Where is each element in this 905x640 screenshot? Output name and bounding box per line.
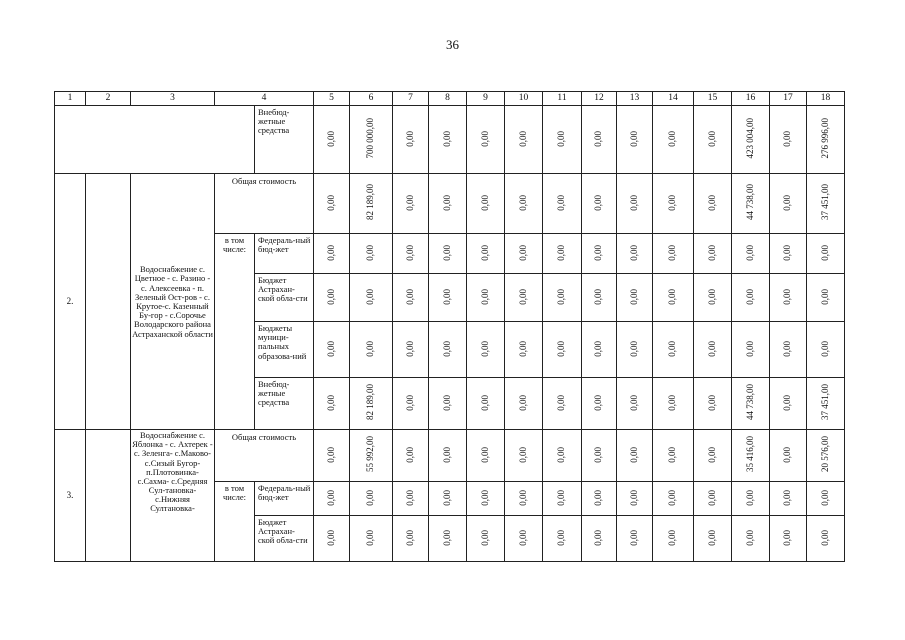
value-cell (429, 274, 467, 322)
value-text: 0,00 (479, 340, 490, 357)
value-text: 0,00 (667, 340, 678, 357)
value-cell (582, 322, 617, 378)
column-number-cell: 2 (86, 92, 131, 106)
value-text: 0,00 (517, 130, 528, 147)
column-number-cell: 10 (505, 92, 543, 106)
value-cell (467, 234, 505, 274)
value-cell (467, 482, 505, 516)
value-text: 0,00 (325, 194, 336, 211)
value-text: 82 189,00 (365, 184, 376, 221)
value-cell (617, 482, 653, 516)
value-cell (653, 516, 694, 562)
value-cell (505, 234, 543, 274)
value-cell (582, 430, 617, 482)
value-text: 0,00 (593, 489, 604, 506)
value-cell (505, 174, 543, 234)
value-cell (505, 378, 543, 430)
value-cell (467, 106, 505, 174)
value-cell (467, 516, 505, 562)
empty-cell (86, 174, 131, 430)
value-cell (314, 174, 350, 234)
column-number-cell: 9 (467, 92, 505, 106)
value-text: 0,00 (819, 244, 830, 261)
value-cell (582, 516, 617, 562)
value-cell (543, 274, 582, 322)
value-text: 0,00 (517, 489, 528, 506)
value-cell (543, 482, 582, 516)
value-text: 0,00 (667, 394, 678, 411)
column-number-cell: 18 (807, 92, 845, 106)
value-cell (543, 106, 582, 174)
value-cell (617, 378, 653, 430)
item-number: 3. (55, 430, 86, 562)
value-text: 55 992,00 (365, 436, 376, 473)
value-cell (429, 174, 467, 234)
value-text: 0,00 (667, 446, 678, 463)
value-text: 0,00 (819, 529, 830, 546)
value-text: 0,00 (593, 244, 604, 261)
value-cell (807, 482, 845, 516)
value-cell (582, 234, 617, 274)
value-cell (732, 274, 770, 322)
column-number-cell: 3 (131, 92, 215, 106)
value-text: 0,00 (782, 288, 793, 305)
value-cell (467, 430, 505, 482)
value-cell (770, 482, 807, 516)
value-text: 0,00 (593, 529, 604, 546)
value-text: 0,00 (556, 194, 567, 211)
empty-merged-cell (55, 106, 255, 174)
value-cell (350, 174, 393, 234)
table-row (55, 174, 882, 234)
value-cell (807, 234, 845, 274)
value-cell (807, 516, 845, 562)
value-cell (653, 106, 694, 174)
value-cell (807, 174, 845, 234)
value-text: 0,00 (479, 489, 490, 506)
value-cell (617, 174, 653, 234)
value-cell (505, 322, 543, 378)
value-text: 35 416,00 (744, 436, 755, 473)
item-description: Водоснабжение с. Цветное - с. Разино - с. Алексеевка - п. Зеленый Ост-ров - с. Крутое-с. Казенный Бу-гор - с.Сорочье Володарского района Астраханской области (131, 174, 215, 430)
column-number-cell: 5 (314, 92, 350, 106)
value-cell (314, 106, 350, 174)
page-number: 36 (446, 37, 459, 52)
value-cell (732, 482, 770, 516)
value-text: 0,00 (325, 288, 336, 305)
value-text: 0,00 (744, 244, 755, 261)
item-description: Водоснабжение с. Яблонка - с. Ахтерек - с. Зеленга- с.Маково- с.Сизый Бугор- п.Плотовинка- с.Сахма- с.Средняя Сул-тановка- с.Нижняя Султановка- (131, 430, 215, 562)
value-cell (505, 516, 543, 562)
value-text: 0,00 (517, 340, 528, 357)
value-text: 0,00 (744, 529, 755, 546)
value-cell (694, 482, 732, 516)
value-text: 0,00 (667, 244, 678, 261)
value-text: 0,00 (479, 130, 490, 147)
including-label: в том числе: (215, 482, 255, 562)
column-number-cell: 12 (582, 92, 617, 106)
empty-cell (86, 430, 131, 562)
value-cell (617, 430, 653, 482)
value-text: 0,00 (556, 394, 567, 411)
value-cell (694, 274, 732, 322)
value-text: 0,00 (593, 130, 604, 147)
value-cell (543, 378, 582, 430)
column-number-cell: 17 (770, 92, 807, 106)
value-text: 0,00 (556, 130, 567, 147)
value-text: 0,00 (628, 489, 639, 506)
value-cell (694, 430, 732, 482)
value-cell (543, 174, 582, 234)
value-cell (350, 430, 393, 482)
value-cell (543, 430, 582, 482)
value-text: 0,00 (441, 288, 452, 305)
value-text: 0,00 (479, 529, 490, 546)
value-cell (350, 516, 393, 562)
value-text: 0,00 (556, 446, 567, 463)
value-cell (653, 482, 694, 516)
value-text: 0,00 (365, 489, 376, 506)
value-text: 0,00 (517, 244, 528, 261)
value-cell (543, 322, 582, 378)
value-text: 0,00 (441, 244, 452, 261)
value-cell (732, 174, 770, 234)
table-row (55, 430, 882, 482)
value-text: 0,00 (404, 446, 415, 463)
source-label-offbudget: Внебюд-жетные средства (255, 378, 314, 430)
source-label-total: Общая стоимость (215, 430, 314, 482)
value-cell (314, 234, 350, 274)
value-cell (732, 106, 770, 174)
value-cell (314, 274, 350, 322)
value-text: 0,00 (325, 394, 336, 411)
value-cell (653, 322, 694, 378)
value-cell (467, 274, 505, 322)
value-text: 0,00 (517, 288, 528, 305)
value-text: 0,00 (556, 529, 567, 546)
value-cell (770, 106, 807, 174)
value-cell (770, 174, 807, 234)
value-text: 0,00 (782, 529, 793, 546)
value-text: 0,00 (667, 130, 678, 147)
value-cell (350, 482, 393, 516)
value-cell (350, 274, 393, 322)
source-label-federal: Федераль-ный бюд-жет (255, 482, 314, 516)
value-text: 0,00 (365, 244, 376, 261)
value-text: 0,00 (556, 340, 567, 357)
value-cell (582, 174, 617, 234)
value-cell (429, 322, 467, 378)
value-text: 0,00 (667, 489, 678, 506)
value-text: 0,00 (517, 529, 528, 546)
value-cell (429, 106, 467, 174)
value-text: 0,00 (744, 288, 755, 305)
including-label: в том числе: (215, 234, 255, 430)
column-number-cell: 16 (732, 92, 770, 106)
value-text: 0,00 (706, 288, 717, 305)
value-cell (653, 174, 694, 234)
value-cell (732, 378, 770, 430)
value-cell (807, 430, 845, 482)
value-text: 0,00 (517, 394, 528, 411)
value-text: 37 451,00 (819, 384, 830, 421)
value-text: 0,00 (325, 340, 336, 357)
value-cell (393, 378, 429, 430)
value-text: 0,00 (517, 194, 528, 211)
value-cell (617, 106, 653, 174)
value-text: 0,00 (782, 489, 793, 506)
value-cell (350, 234, 393, 274)
value-text: 0,00 (667, 288, 678, 305)
value-text: 0,00 (782, 446, 793, 463)
value-text: 0,00 (325, 529, 336, 546)
value-cell (393, 234, 429, 274)
value-text: 44 738,00 (744, 384, 755, 421)
value-text: 0,00 (706, 394, 717, 411)
value-text: 0,00 (593, 288, 604, 305)
value-text: 0,00 (819, 489, 830, 506)
value-text: 0,00 (404, 244, 415, 261)
value-text: 0,00 (325, 130, 336, 147)
value-text: 0,00 (628, 288, 639, 305)
value-text: 0,00 (628, 244, 639, 261)
value-cell (393, 516, 429, 562)
value-cell (582, 482, 617, 516)
value-cell (617, 516, 653, 562)
value-text: 0,00 (706, 194, 717, 211)
value-text: 0,00 (404, 194, 415, 211)
value-cell (653, 274, 694, 322)
value-cell (429, 234, 467, 274)
value-cell (770, 516, 807, 562)
value-cell (582, 378, 617, 430)
column-number-row (55, 92, 882, 106)
value-cell (582, 274, 617, 322)
value-text: 0,00 (441, 489, 452, 506)
value-cell (505, 430, 543, 482)
value-text: 0,00 (556, 288, 567, 305)
value-cell (314, 322, 350, 378)
value-cell (467, 174, 505, 234)
budget-table (54, 91, 882, 562)
source-label-regional: Бюджет Астрахан-ской обла-сти (255, 274, 314, 322)
value-text: 0,00 (593, 340, 604, 357)
value-cell (770, 430, 807, 482)
column-number-cell: 6 (350, 92, 393, 106)
value-cell (429, 378, 467, 430)
value-text: 0,00 (819, 340, 830, 357)
value-text: 0,00 (706, 529, 717, 546)
value-text: 44 738,00 (744, 184, 755, 221)
value-cell (617, 274, 653, 322)
value-text: 0,00 (593, 194, 604, 211)
value-text: 700 000,00 (365, 118, 376, 159)
value-cell (807, 274, 845, 322)
value-text: 0,00 (667, 529, 678, 546)
item-number: 2. (55, 174, 86, 430)
value-cell (770, 234, 807, 274)
value-text: 423 004,00 (744, 118, 755, 159)
value-text: 0,00 (404, 394, 415, 411)
value-text: 0,00 (325, 446, 336, 463)
value-text: 0,00 (706, 340, 717, 357)
value-text: 0,00 (479, 288, 490, 305)
value-cell (617, 322, 653, 378)
value-cell (770, 322, 807, 378)
value-text: 0,00 (628, 340, 639, 357)
value-cell (467, 378, 505, 430)
value-cell (429, 482, 467, 516)
value-text: 0,00 (365, 340, 376, 357)
value-cell (694, 174, 732, 234)
value-text: 0,00 (441, 446, 452, 463)
value-cell (314, 516, 350, 562)
value-cell (653, 234, 694, 274)
value-text: 0,00 (365, 529, 376, 546)
value-cell (429, 516, 467, 562)
value-text: 0,00 (782, 340, 793, 357)
value-cell (393, 174, 429, 234)
value-cell (653, 430, 694, 482)
value-text: 0,00 (628, 130, 639, 147)
value-text: 0,00 (517, 446, 528, 463)
source-label-regional: Бюджет Астрахан-ской обла-сти (255, 516, 314, 562)
value-text: 0,00 (706, 446, 717, 463)
value-cell (393, 106, 429, 174)
value-cell (393, 322, 429, 378)
value-cell (694, 516, 732, 562)
value-text: 0,00 (782, 130, 793, 147)
value-cell (807, 106, 845, 174)
value-cell (653, 378, 694, 430)
column-number-cell: 15 (694, 92, 732, 106)
value-cell (694, 234, 732, 274)
value-cell (505, 482, 543, 516)
value-cell (694, 322, 732, 378)
value-text: 0,00 (782, 394, 793, 411)
value-text: 0,00 (479, 194, 490, 211)
value-text: 0,00 (706, 489, 717, 506)
value-cell (582, 106, 617, 174)
value-text: 0,00 (441, 130, 452, 147)
value-text: 0,00 (325, 489, 336, 506)
value-text: 0,00 (325, 244, 336, 261)
value-text: 0,00 (404, 489, 415, 506)
value-cell (314, 378, 350, 430)
column-number-cell: 1 (55, 92, 86, 106)
value-text: 0,00 (441, 529, 452, 546)
value-cell (393, 482, 429, 516)
value-cell (770, 378, 807, 430)
value-text: 0,00 (404, 529, 415, 546)
value-cell (732, 234, 770, 274)
value-cell (732, 430, 770, 482)
value-text: 0,00 (479, 446, 490, 463)
value-text: 0,00 (706, 244, 717, 261)
value-text: 0,00 (628, 394, 639, 411)
value-cell (694, 106, 732, 174)
value-text: 0,00 (556, 489, 567, 506)
value-text: 0,00 (593, 394, 604, 411)
value-text: 0,00 (782, 194, 793, 211)
value-text: 0,00 (441, 340, 452, 357)
value-cell (350, 378, 393, 430)
column-number-cell: 14 (653, 92, 694, 106)
value-cell (807, 378, 845, 430)
value-cell (393, 274, 429, 322)
value-text: 82 189,00 (365, 384, 376, 421)
source-label-federal: Федераль-ный бюд-жет (255, 234, 314, 274)
value-text: 0,00 (404, 288, 415, 305)
value-cell (617, 234, 653, 274)
column-number-cell: 13 (617, 92, 653, 106)
value-text: 0,00 (744, 489, 755, 506)
column-number-cell: 11 (543, 92, 582, 106)
value-text: 0,00 (404, 130, 415, 147)
value-cell (393, 430, 429, 482)
value-text: 0,00 (667, 194, 678, 211)
value-text: 37 451,00 (819, 184, 830, 221)
value-text: 0,00 (628, 446, 639, 463)
value-cell (314, 430, 350, 482)
value-text: 0,00 (593, 446, 604, 463)
value-text: 0,00 (782, 244, 793, 261)
value-text: 20 576,00 (819, 436, 830, 473)
value-cell (694, 378, 732, 430)
value-cell (543, 234, 582, 274)
value-cell (770, 274, 807, 322)
value-cell (505, 106, 543, 174)
value-cell (429, 430, 467, 482)
value-text: 0,00 (819, 288, 830, 305)
value-text: 0,00 (744, 340, 755, 357)
value-text: 276 996,00 (819, 118, 830, 159)
value-text: 0,00 (628, 529, 639, 546)
value-cell (314, 482, 350, 516)
value-text: 0,00 (365, 288, 376, 305)
value-cell (732, 322, 770, 378)
value-text: 0,00 (441, 194, 452, 211)
value-text: 0,00 (706, 130, 717, 147)
value-text: 0,00 (479, 244, 490, 261)
value-text: 0,00 (628, 194, 639, 211)
source-label-municipal: Бюджеты муници-пальных образова-ний (255, 322, 314, 378)
value-cell (807, 322, 845, 378)
source-label-offbudget: Внебюд-жетные средства (255, 106, 314, 174)
column-number-cell: 7 (393, 92, 429, 106)
column-number-cell: 4 (215, 92, 314, 106)
value-cell (732, 516, 770, 562)
value-text: 0,00 (556, 244, 567, 261)
value-text: 0,00 (404, 340, 415, 357)
value-cell (505, 274, 543, 322)
value-cell (467, 322, 505, 378)
value-cell (350, 106, 393, 174)
table-row (55, 106, 882, 174)
value-text: 0,00 (441, 394, 452, 411)
value-cell (350, 322, 393, 378)
value-text: 0,00 (479, 394, 490, 411)
column-number-cell: 8 (429, 92, 467, 106)
value-cell (543, 516, 582, 562)
source-label-total: Общая стоимость (215, 174, 314, 234)
